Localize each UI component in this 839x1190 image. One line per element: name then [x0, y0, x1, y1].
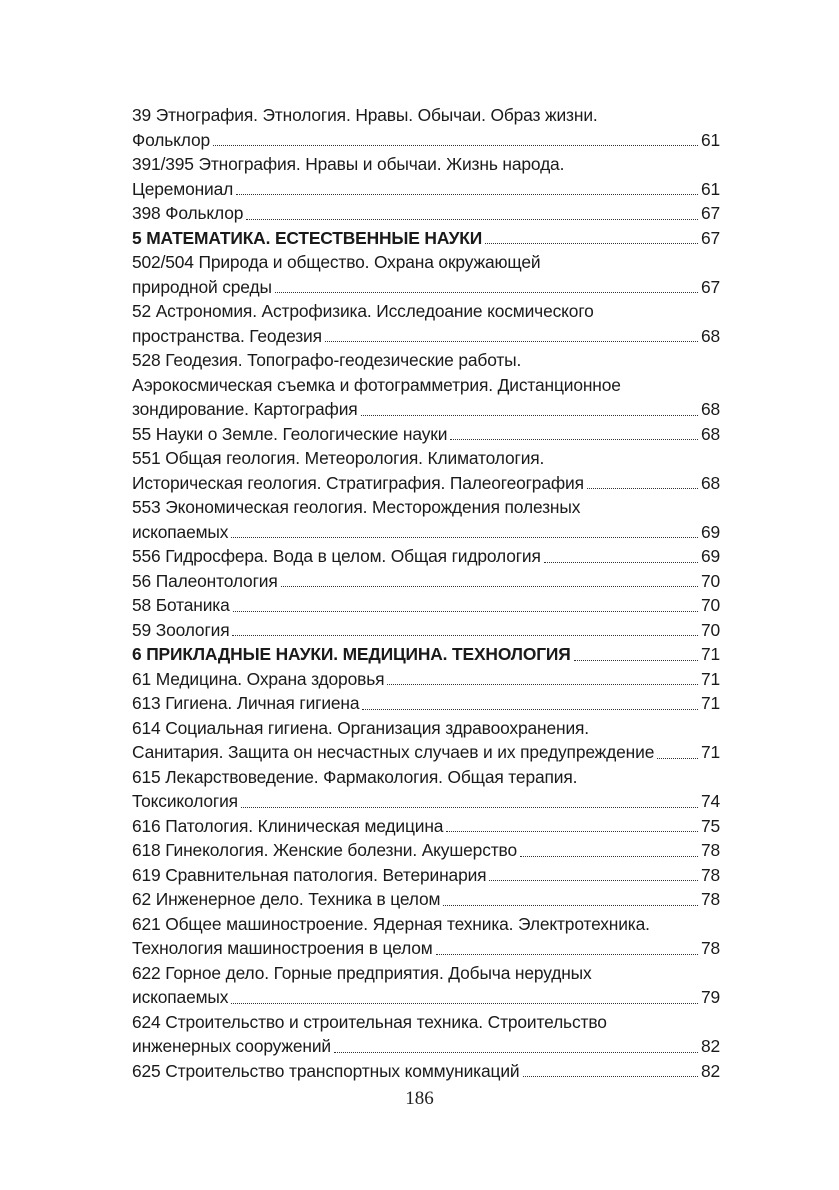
toc-page-number: 61	[700, 178, 720, 199]
dot-leader	[450, 439, 698, 440]
toc-page-number: 71	[700, 693, 720, 713]
toc-entry-row	[132, 985, 720, 1010]
toc-entry	[132, 765, 720, 814]
toc-page-number: 70	[700, 570, 720, 591]
toc-entry-row	[132, 226, 720, 251]
toc-page-number: 67	[700, 227, 720, 248]
toc-entry-text: 616 Патология. Клиническая медицина	[132, 815, 444, 836]
dot-leader	[446, 831, 698, 832]
toc-entry-row	[132, 593, 720, 618]
toc-entry-text: 398 Фольклор	[132, 203, 244, 223]
toc-page-number: 69	[700, 546, 720, 566]
toc-entry-text: Технология машиностроения в целом	[132, 938, 433, 958]
toc-entry	[132, 691, 720, 716]
dot-leader	[334, 1052, 698, 1053]
toc-entry-text: Аэрокосмическая съемка и фотограмметрия. Дистанционное	[132, 374, 621, 395]
toc-entry	[132, 618, 720, 643]
toc-entry-row	[132, 324, 720, 349]
toc-entry-text: пространства. Геодезия	[132, 325, 322, 346]
toc-entry-row	[132, 642, 720, 667]
toc-entry	[132, 201, 720, 226]
toc-entry-text: зондирование. Картография	[132, 399, 358, 419]
toc-entry-text: Историческая геология. Стратиграфия. Палеогеография	[132, 472, 584, 493]
toc-page-number: 70	[700, 595, 720, 615]
toc-entry-text: 619 Сравнительная патология. Ветеринария	[132, 864, 487, 885]
toc-entry-row	[132, 569, 720, 594]
toc-entry	[132, 422, 720, 447]
toc-entry	[132, 348, 720, 422]
toc-page-number: 67	[700, 203, 720, 223]
toc-entry-text: 553 Экономическая геология. Месторождения полезных	[132, 497, 581, 517]
toc-entry-row	[132, 667, 720, 692]
dot-leader	[361, 415, 698, 416]
toc-entry-row	[132, 863, 720, 888]
toc-entry-text: 556 Гидросфера. Вода в целом. Общая гидрология	[132, 546, 541, 566]
toc-entry-row	[132, 887, 720, 912]
toc-entry-text: 59 Зоология	[132, 619, 230, 640]
toc-page-number: 74	[700, 791, 720, 811]
dot-leader	[544, 562, 698, 563]
toc-page-number: 68	[700, 399, 720, 419]
dot-leader	[213, 145, 698, 146]
toc-entry-text: 621 Общее машиностроение. Ядерная техника. Электротехника.	[132, 913, 650, 934]
toc-entry-row	[132, 201, 720, 226]
toc-entry	[132, 667, 720, 692]
dot-leader	[520, 856, 698, 857]
dot-leader	[362, 709, 698, 710]
toc-entry-row	[132, 177, 720, 202]
toc-page-number: 69	[700, 521, 720, 542]
toc-entry	[132, 814, 720, 839]
toc-entry-text: 391/395 Этнография. Нравы и обычаи. Жизнь народа.	[132, 154, 565, 174]
toc-entry	[132, 446, 720, 495]
toc-entry-text: 551 Общая геология. Метеорология. Климатология.	[132, 448, 545, 468]
dot-leader	[231, 1003, 698, 1004]
toc-entry-row	[132, 691, 720, 716]
toc-entry	[132, 838, 720, 863]
dot-leader	[485, 243, 698, 244]
dot-leader	[523, 1076, 698, 1077]
toc-entry	[132, 716, 720, 765]
toc-entry	[132, 299, 720, 348]
toc-entry	[132, 961, 720, 1010]
toc-entry-text: Санитария. Защита он несчастных случаев и их предупреждение	[132, 742, 655, 762]
toc-entry-text: природной среды	[132, 276, 272, 297]
toc-entry-text: 58 Ботаника	[132, 595, 230, 615]
toc-entry-row	[132, 814, 720, 839]
toc-entry-text: 618 Гинекология. Женские болезни. Акушерство	[132, 840, 517, 860]
toc-entry-text: 52 Астрономия. Астрофизика. Исследоание космического	[132, 301, 594, 321]
toc-entry	[132, 887, 720, 912]
toc-entry-text: 625 Строительство транспортных коммуникаций	[132, 1060, 520, 1081]
toc-entry-row	[132, 544, 720, 569]
toc-entry-text: Церемониал	[132, 178, 234, 199]
toc-page-number: 78	[700, 938, 720, 958]
toc-entry-row	[132, 618, 720, 643]
toc-entry-text: 6 ПРИКЛАДНЫЕ НАУКИ. МЕДИЦИНА. ТЕХНОЛОГИЯ	[132, 644, 571, 664]
toc-page-number: 78	[700, 864, 720, 885]
toc-page-number: 68	[700, 423, 720, 444]
toc-entry-row	[132, 422, 720, 447]
toc-entry-text: Фольклор	[132, 129, 211, 150]
dot-leader	[443, 905, 698, 906]
dot-leader	[436, 954, 698, 955]
toc-entry-text: 528 Геодезия. Топографо-геодезические работы.	[132, 350, 522, 370]
toc-entry-text: 624 Строительство и строительная техника. Строительство	[132, 1011, 607, 1032]
toc-entry-row	[132, 397, 720, 422]
toc-entry-row	[132, 520, 720, 545]
toc-entry-text: 613 Гигиена. Личная гигиена	[132, 693, 360, 713]
toc-entry	[132, 1010, 720, 1059]
toc-entry-text: 56 Палеонтология	[132, 570, 278, 591]
toc-entry-row	[132, 838, 720, 863]
toc-entry-text: 61 Медицина. Охрана здоровья	[132, 668, 385, 689]
toc-entry-text: 55 Науки о Земле. Геологические науки	[132, 423, 448, 444]
dot-leader	[657, 758, 698, 759]
toc-page-number: 61	[700, 129, 720, 150]
toc-entry-text: 622 Горное дело. Горные предприятия. Добыча нерудных	[132, 962, 592, 983]
toc-page-number: 71	[700, 668, 720, 689]
toc-entry	[132, 593, 720, 618]
toc-entry-row	[132, 789, 720, 814]
toc-page-number: 67	[700, 276, 720, 297]
toc-page-number: 70	[700, 619, 720, 640]
toc-entry-row	[132, 275, 720, 300]
toc-page-number: 68	[700, 472, 720, 493]
dot-leader	[587, 488, 698, 489]
toc-page-number: 82	[700, 1036, 720, 1056]
toc-entry-text: Токсикология	[132, 791, 238, 811]
toc-entry	[132, 1059, 720, 1084]
dot-leader	[231, 537, 698, 538]
dot-leader	[489, 880, 698, 881]
dot-leader	[232, 635, 697, 636]
toc-entry	[132, 495, 720, 544]
toc-entry-text: 62 Инженерное дело. Техника в целом	[132, 889, 441, 909]
table-of-contents	[132, 103, 720, 1083]
toc-entry	[132, 863, 720, 888]
toc-page-number: 78	[700, 889, 720, 909]
dot-leader	[325, 341, 698, 342]
dot-leader	[241, 807, 698, 808]
dot-leader	[275, 292, 698, 293]
page-number: 186	[405, 1088, 434, 1109]
toc-section-heading	[132, 226, 720, 251]
toc-entry-row	[132, 471, 720, 496]
toc-entry	[132, 569, 720, 594]
toc-page-number: 78	[700, 840, 720, 860]
toc-section-heading	[132, 642, 720, 667]
toc-entry-text: инженерных сооружений	[132, 1036, 331, 1056]
toc-entry	[132, 152, 720, 201]
dot-leader	[387, 684, 698, 685]
toc-entry-text: 39 Этнография. Этнология. Нравы. Обычаи. Образ жизни.	[132, 105, 598, 125]
toc-entry	[132, 103, 720, 152]
toc-entry-text: 502/504 Природа и общество. Охрана окружающей	[132, 252, 541, 272]
toc-page-number: 68	[700, 325, 720, 346]
toc-page-number: 75	[700, 815, 720, 836]
dot-leader	[233, 611, 698, 612]
toc-entry-text: 614 Социальная гигиена. Организация здравоохранения.	[132, 717, 589, 738]
toc-entry-row	[132, 936, 720, 961]
toc-page-number: 71	[700, 742, 720, 762]
toc-entry-row	[132, 1034, 720, 1059]
toc-entry-text: ископаемых	[132, 987, 229, 1007]
dot-leader	[281, 586, 698, 587]
toc-entry-text: ископаемых	[132, 521, 229, 542]
dot-leader	[236, 194, 698, 195]
toc-page-number: 79	[700, 987, 720, 1007]
toc-entry	[132, 912, 720, 961]
toc-entry-text: 615 Лекарствоведение. Фармакология. Общая терапия.	[132, 766, 578, 787]
dot-leader	[246, 219, 698, 220]
toc-entry-row	[132, 128, 720, 153]
toc-entry-row	[132, 740, 720, 765]
toc-page-number: 71	[700, 644, 720, 664]
dot-leader	[574, 660, 698, 661]
toc-entry-row	[132, 1059, 720, 1084]
toc-entry	[132, 250, 720, 299]
toc-page-number: 82	[700, 1060, 720, 1081]
toc-entry-text: 5 МАТЕМАТИКА. ЕСТЕСТВЕННЫЕ НАУКИ	[132, 227, 483, 248]
toc-entry	[132, 544, 720, 569]
